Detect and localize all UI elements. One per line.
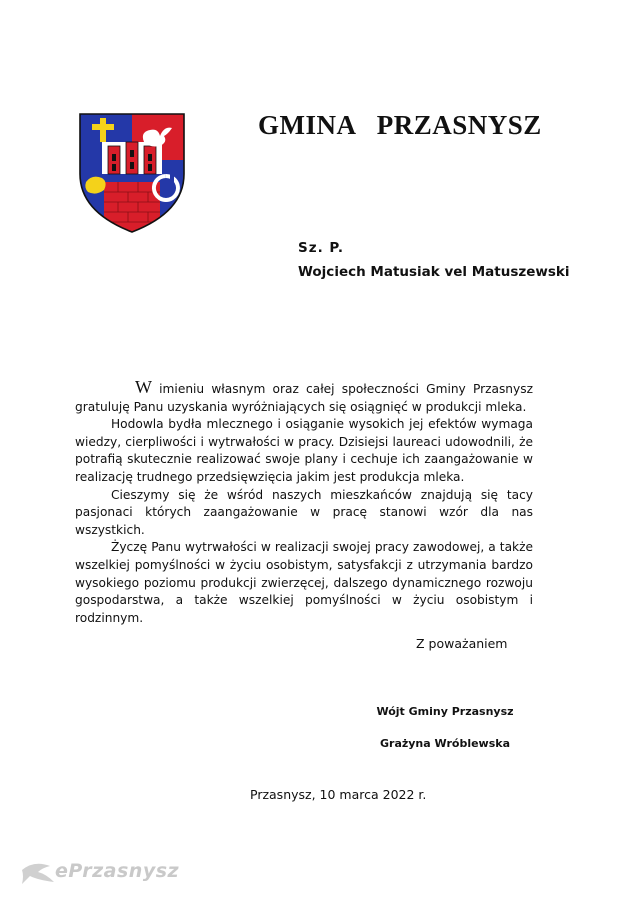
coat-of-arms-icon (78, 112, 186, 234)
signatory-position: Wójt Gminy Przasnysz (376, 705, 514, 718)
letter-body (75, 377, 533, 627)
paragraph-2: Hodowla bydła mlecznego i osiąganie wysokich jej efektów wymaga wiedzy, cierpliwości i wytrwałości w pracy. Dzisiejsi laureaci udowodnili, że potrafią skutecznie realizować swoje plany i cechuje ich zaangażowanie w realizację trudnego przedsięwzięcia jakim jest produkcja mleka. (75, 417, 533, 484)
place-and-date: Przasnysz, 10 marca 2022 r. (250, 787, 427, 802)
watermark-text: ePrzasnysz (55, 860, 180, 882)
paragraph-1 (75, 377, 533, 416)
addressee-block (298, 236, 570, 284)
signatory-name: Grażyna Wróblewska (379, 737, 510, 750)
signature-block (360, 696, 530, 760)
closing-phrase: Z poważaniem (416, 636, 508, 651)
paragraph-1-text: imieniu własnym oraz całej społeczności Gminy Przasnysz gratuluję Panu uzyskania wyróżniających się osiągnięć w produkcji mleka. (75, 382, 533, 414)
dropcap-letter: W (135, 377, 152, 397)
paragraph-4: Życzę Panu wytrwałości w realizacji swojej pracy zawodowej, a także wszelkiej pomyślności w życiu osobistym, satysfakcji z utrzymania bardzo wysokiego poziomu produkcji zwierzęcej, dalszego dynamicznego rozwoju gospodarstwa, a także wszelkiej pomyślności w życiu osobistym i rodzinnym. (75, 540, 533, 625)
addressee-name: Wojciech Matusiak vel Matuszewski (298, 264, 570, 280)
page-title: GMINA PRZASNYSZ (258, 110, 542, 140)
paragraph-3: Cieszymy się że wśród naszych mieszkańców znajdują się tacy pasjonaci których zaangażowanie w pracę stanowi wzór dla nas wszystkich. (75, 487, 533, 537)
salutation: Sz. P. (298, 240, 344, 256)
